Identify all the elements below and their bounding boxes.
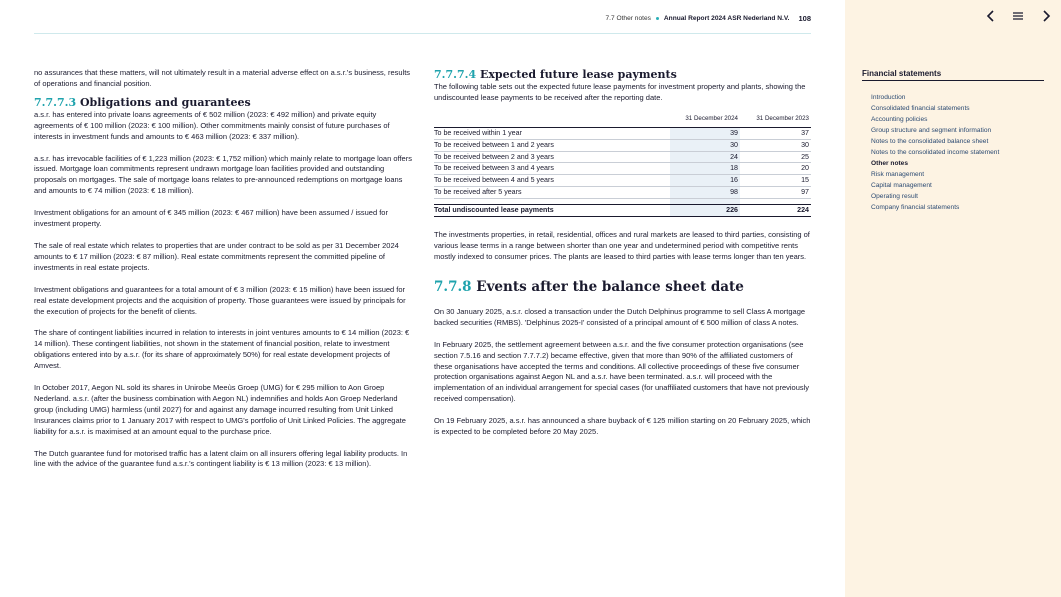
toc-item-notes-income-statement[interactable]: Notes to the consolidated income statement bbox=[871, 149, 1000, 156]
total-label: Total undiscounted lease payments bbox=[434, 205, 670, 217]
obligations-heading-number: 7.7.7.3 bbox=[34, 95, 77, 109]
row-value-2024: 18 bbox=[670, 163, 740, 175]
header-section[interactable]: 7.7 Other notes bbox=[605, 15, 651, 22]
page-header bbox=[605, 14, 811, 23]
toc-item-consolidated-financial-statements[interactable]: Consolidated financial statements bbox=[871, 105, 970, 112]
header-separator-dot bbox=[656, 17, 659, 20]
lease-heading-text: Expected future lease payments bbox=[479, 68, 677, 81]
table-row bbox=[434, 127, 811, 139]
row-value-2024: 98 bbox=[670, 187, 740, 199]
paragraph: Investment obligations for an amount of € 345 million (2023: € 467 million) have been assumed / issued for investment property. bbox=[34, 208, 388, 229]
paragraph: The share of contingent liabilities incurred in relation to interests in joint ventures amounts to € 14 million (2023: € 14 million). These contingent liabilities, not shown in the statement of financial position, relate to investment obligations entered into by a.s.r. (for its share of approximately 50%) for real estate development projects of Amvest. bbox=[34, 328, 410, 371]
paragraph: The sale of real estate which relates to properties that are under contract to be sold as per 31 December 2024 amounts to € 17 million (2023: € 87 million). Real estate commitments represent the committed pipeline of investments in real estate projects. bbox=[34, 240, 399, 272]
row-label: To be received between 4 and 5 years bbox=[434, 175, 670, 187]
table-row bbox=[434, 175, 811, 187]
row-value-2023: 15 bbox=[740, 175, 811, 187]
table-header-2023: 31 December 2023 bbox=[740, 114, 811, 127]
menu-icon[interactable] bbox=[1011, 9, 1025, 23]
total-value-2023: 224 bbox=[740, 205, 811, 217]
events-heading bbox=[434, 279, 811, 295]
row-value-2023: 30 bbox=[740, 139, 811, 151]
toc-title[interactable]: Financial statements bbox=[862, 69, 1044, 81]
events-paragraph: On 30 January 2025, a.s.r. closed a transaction under the Dutch Delphinus programme to sell Class A mortgage backed securities (RMBS). 'Delphinus 2025-I' consisted of a principal amount of € 500 million of class A notes. bbox=[434, 306, 806, 327]
table-row bbox=[434, 151, 811, 163]
row-label: To be received after 5 years bbox=[434, 187, 670, 199]
row-value-2024: 30 bbox=[670, 139, 740, 151]
lease-heading-number: 7.7.7.4 bbox=[434, 68, 477, 81]
paragraph: a.s.r. has irrevocable facilities of € 1,223 million (2023: € 1,752 million) which mainly relate to mortgage loan offers issued. Mortgage loan commitments represent undrawn mortgage loan facilities provided and outstanding proposals on mortgages. The sale of mortgage loans relates to pre-announced redemptions on mortgage loans and amounts to € 74 million (2023: € 18 million). bbox=[34, 153, 412, 196]
row-value-2024: 24 bbox=[670, 151, 740, 163]
table-header-row bbox=[434, 114, 811, 127]
events-heading-text: Events after the balance sheet date bbox=[476, 278, 744, 295]
row-value-2024: 16 bbox=[670, 175, 740, 187]
events-paragraph: In February 2025, the settlement agreement between a.s.r. and the five consumer protection organisations (see section 7.5.16 and section 7.7.7.2) became effective, given that more than 90% of the affiliated customers of these organisations have accepted the terms and conditions. All collective proceedings of these five consumer protection organisations against Aegon NL and a.s.r. have been terminated. a.s.r. will proceed with the implementation of an individual arrangement for special cases (for unaffiliated customers that have not previously received compensation). bbox=[434, 339, 810, 404]
navigation-sidebar bbox=[845, 0, 1061, 597]
toc-item-introduction[interactable]: Introduction bbox=[871, 94, 906, 101]
chevron-right-icon[interactable] bbox=[1039, 9, 1053, 23]
table-total-row bbox=[434, 205, 811, 217]
toc-item-group-structure[interactable]: Group structure and segment information bbox=[871, 127, 992, 134]
row-label: To be received within 1 year bbox=[434, 127, 670, 139]
row-label: To be received between 3 and 4 years bbox=[434, 163, 670, 175]
events-heading-number: 7.7.8 bbox=[434, 278, 472, 295]
row-value-2024: 39 bbox=[670, 127, 740, 139]
lease-payments-table bbox=[434, 114, 811, 217]
table-row bbox=[434, 139, 811, 151]
intro-paragraph: no assurances that these matters, will not ultimately result in a material adverse effect on a.s.r.'s business, results of operations and financial position. bbox=[34, 68, 411, 88]
chevron-left-icon[interactable] bbox=[983, 9, 997, 23]
page-number: 108 bbox=[798, 14, 811, 23]
row-value-2023: 20 bbox=[740, 163, 811, 175]
table-row bbox=[434, 163, 811, 175]
total-value-2024: 226 bbox=[670, 205, 740, 217]
toc-item-operating-result[interactable]: Operating result bbox=[871, 193, 918, 200]
page-navigation bbox=[983, 9, 1053, 23]
toc-item-notes-balance-sheet[interactable]: Notes to the consolidated balance sheet bbox=[871, 138, 989, 145]
table-row bbox=[434, 187, 811, 199]
events-paragraph: On 19 February 2025, a.s.r. has announced a share buyback of € 125 million starting on 20 February 2025, which is expected to be completed before 20 May 2025. bbox=[434, 416, 811, 437]
row-value-2023: 37 bbox=[740, 127, 811, 139]
paragraph: Investment obligations and guarantees for a total amount of € 3 million (2023: € 15 million) have been issued for real estate development projects and the acquisition of property. Those guarantees were issued by principals for the execution of projects for the benefit of clients. bbox=[34, 284, 406, 316]
toc-item-capital-management[interactable]: Capital management bbox=[871, 182, 932, 189]
header-divider bbox=[34, 33, 811, 34]
toc-item-company-financial-statements[interactable]: Company financial statements bbox=[871, 204, 960, 211]
row-value-2023: 97 bbox=[740, 187, 811, 199]
row-label: To be received between 1 and 2 years bbox=[434, 139, 670, 151]
table-header-label bbox=[434, 114, 670, 127]
header-report-title: Annual Report 2024 ASR Nederland N.V. bbox=[663, 15, 790, 22]
left-column bbox=[34, 68, 412, 481]
lease-intro: The following table sets out the expected future lease payments for investment property and plants, showing the undiscounted lease payments to be received after the reporting date. bbox=[434, 82, 806, 102]
paragraph: a.s.r. has entered into private loans agreements of € 502 million (2023: € 492 million) and private equity agreements of € 100 million (2023: € 100 million). Other commitments mainly consist of future purchases of interests in investment funds and amounts to € 463 million (2023: € 337 million). bbox=[34, 109, 390, 141]
toc-item-accounting-policies[interactable]: Accounting policies bbox=[871, 116, 928, 123]
obligations-heading-text: Obligations and guarantees bbox=[79, 95, 251, 109]
table-header-2024: 31 December 2024 bbox=[670, 114, 740, 127]
paragraph: The Dutch guarantee fund for motorised traffic has a latent claim on all insurers offering legal liability products. In line with the advice of the guarantee fund a.s.r.'s contingent liability is € 13 million (2023: € 13 million). bbox=[34, 448, 408, 469]
right-column bbox=[434, 68, 811, 449]
toc-list bbox=[871, 92, 999, 213]
lease-terms-paragraph: The investments properties, in retail, residential, offices and rural markets are leased to third parties, consisting of various lease terms in a range between shorter than one year and undetermined period with competitive rents mostly indexed to consumer prices. The plants are leased to third parties with lease terms longer than ten years. bbox=[434, 230, 810, 261]
row-value-2023: 25 bbox=[740, 151, 811, 163]
paragraph: In October 2017, Aegon NL sold its shares in Unirobe Meeùs Groep (UMG) for € 295 million to Aon Groep Nederland. a.s.r. (after the business combination with Aegon NL) indemnifies and holds Aon Groep Nederland group (including UMG) harmless (until 2027) for and against any damage incurred resulting from Unit Linked Insurances claims prior to 1 January 2017 with respect to UMG's portfolio of Unit Linked Policies. The aggregate liability for a.s.r. is maximised at an amount equal to the purchase price. bbox=[34, 383, 406, 436]
toc-item-other-notes[interactable]: Other notes bbox=[871, 160, 909, 167]
row-label: To be received between 2 and 3 years bbox=[434, 151, 670, 163]
toc-item-risk-management[interactable]: Risk management bbox=[871, 171, 925, 178]
lease-heading bbox=[434, 68, 811, 81]
obligations-heading bbox=[34, 96, 412, 109]
